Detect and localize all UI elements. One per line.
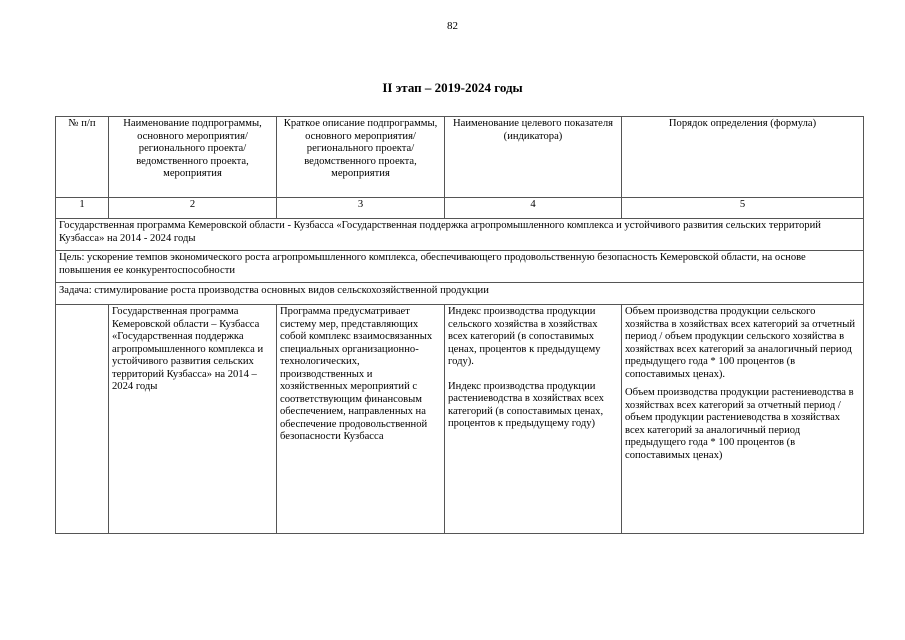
formula-1-text: Объем производства продукции сельского хозяйства в хозяйствах всех категорий за отчетный период / объем продукции сельского хозяйства в хозяйствах всех категорий за аналогичный период предыдущего года * 100 процентов (в сопоставимых ценах). bbox=[625, 306, 855, 380]
program-name-cell: Государственная программа Кемеровской области – Кузбасса «Государственная поддержка агропромышленного комплекса и устойчивого развития сельских территорий Кузбасса» на 2014 – 2024 годы bbox=[109, 305, 277, 534]
column-number: 3 bbox=[277, 198, 445, 219]
task-row bbox=[56, 283, 864, 305]
indicators-table bbox=[55, 116, 864, 534]
row-number bbox=[56, 305, 109, 534]
header-indicator: Наименование целевого показателя (индикатора) bbox=[445, 117, 622, 198]
table-row bbox=[56, 305, 864, 534]
header-formula: Порядок определения (формула) bbox=[622, 117, 864, 198]
indicator-1-text: Индекс производства продукции сельского хозяйства в хозяйствах всех категорий (в сопоставимых ценах, процентов к предыдущему году). bbox=[448, 306, 601, 367]
program-description-cell: Программа предусматривает систему мер, представляющих собой комплекс взаимосвязанных специальных организационно-технологических, производственных и хозяйственных мероприятий с соответствующим финансовым обеспечением, направленных на обеспечение продовольственной безопасности Кузбасса bbox=[277, 305, 445, 534]
goal-text: Цель: ускорение темпов экономического роста агропромышленного комплекса, обеспечивающего продовольственную безопасность Кемеровской области, на основе повышения ее конкурентоспособности bbox=[56, 251, 864, 283]
header-number: № п/п bbox=[56, 117, 109, 198]
header-description: Краткое описание подпрограммы, основного мероприятия/регионального проекта/ведомственного проекта, мероприятия bbox=[277, 117, 445, 198]
indicator-cell bbox=[445, 305, 622, 534]
program-title: Государственная программа Кемеровской области - Кузбасса «Государственная поддержка агропромышленного комплекса и устойчивого развития сельских территорий Кузбасса» на 2014 - 2024 годы bbox=[56, 219, 864, 251]
goal-row bbox=[56, 251, 864, 283]
task-text: Задача: стимулирование роста производства основных видов сельскохозяйственной продукции bbox=[56, 283, 864, 305]
column-number: 5 bbox=[622, 198, 864, 219]
column-number: 1 bbox=[56, 198, 109, 219]
formula-2-text: Объем производства продукции растениеводства в хозяйствах всех категорий за отчетный период / объем продукции растениеводства в хозяйствах всех категорий за аналогичный период предыдущего года * 100 процентов (в сопоставимых ценах) bbox=[625, 387, 854, 461]
table-header-row bbox=[56, 117, 864, 198]
indicator-2-text: Индекс производства продукции растениеводства в хозяйствах всех категорий (в сопоставимых ценах, процентов к предыдущему году) bbox=[448, 380, 604, 429]
column-numbers-row bbox=[56, 198, 864, 219]
stage-title: II этап – 2019-2024 годы bbox=[382, 80, 523, 95]
program-row bbox=[56, 219, 864, 251]
page-number: 82 bbox=[447, 20, 458, 32]
column-number: 4 bbox=[445, 198, 622, 219]
formula-cell bbox=[622, 305, 864, 534]
column-number: 2 bbox=[109, 198, 277, 219]
header-name: Наименование подпрограммы, основного мероприятия/регионального проекта/ведомственного проекта, мероприятия bbox=[109, 117, 277, 198]
